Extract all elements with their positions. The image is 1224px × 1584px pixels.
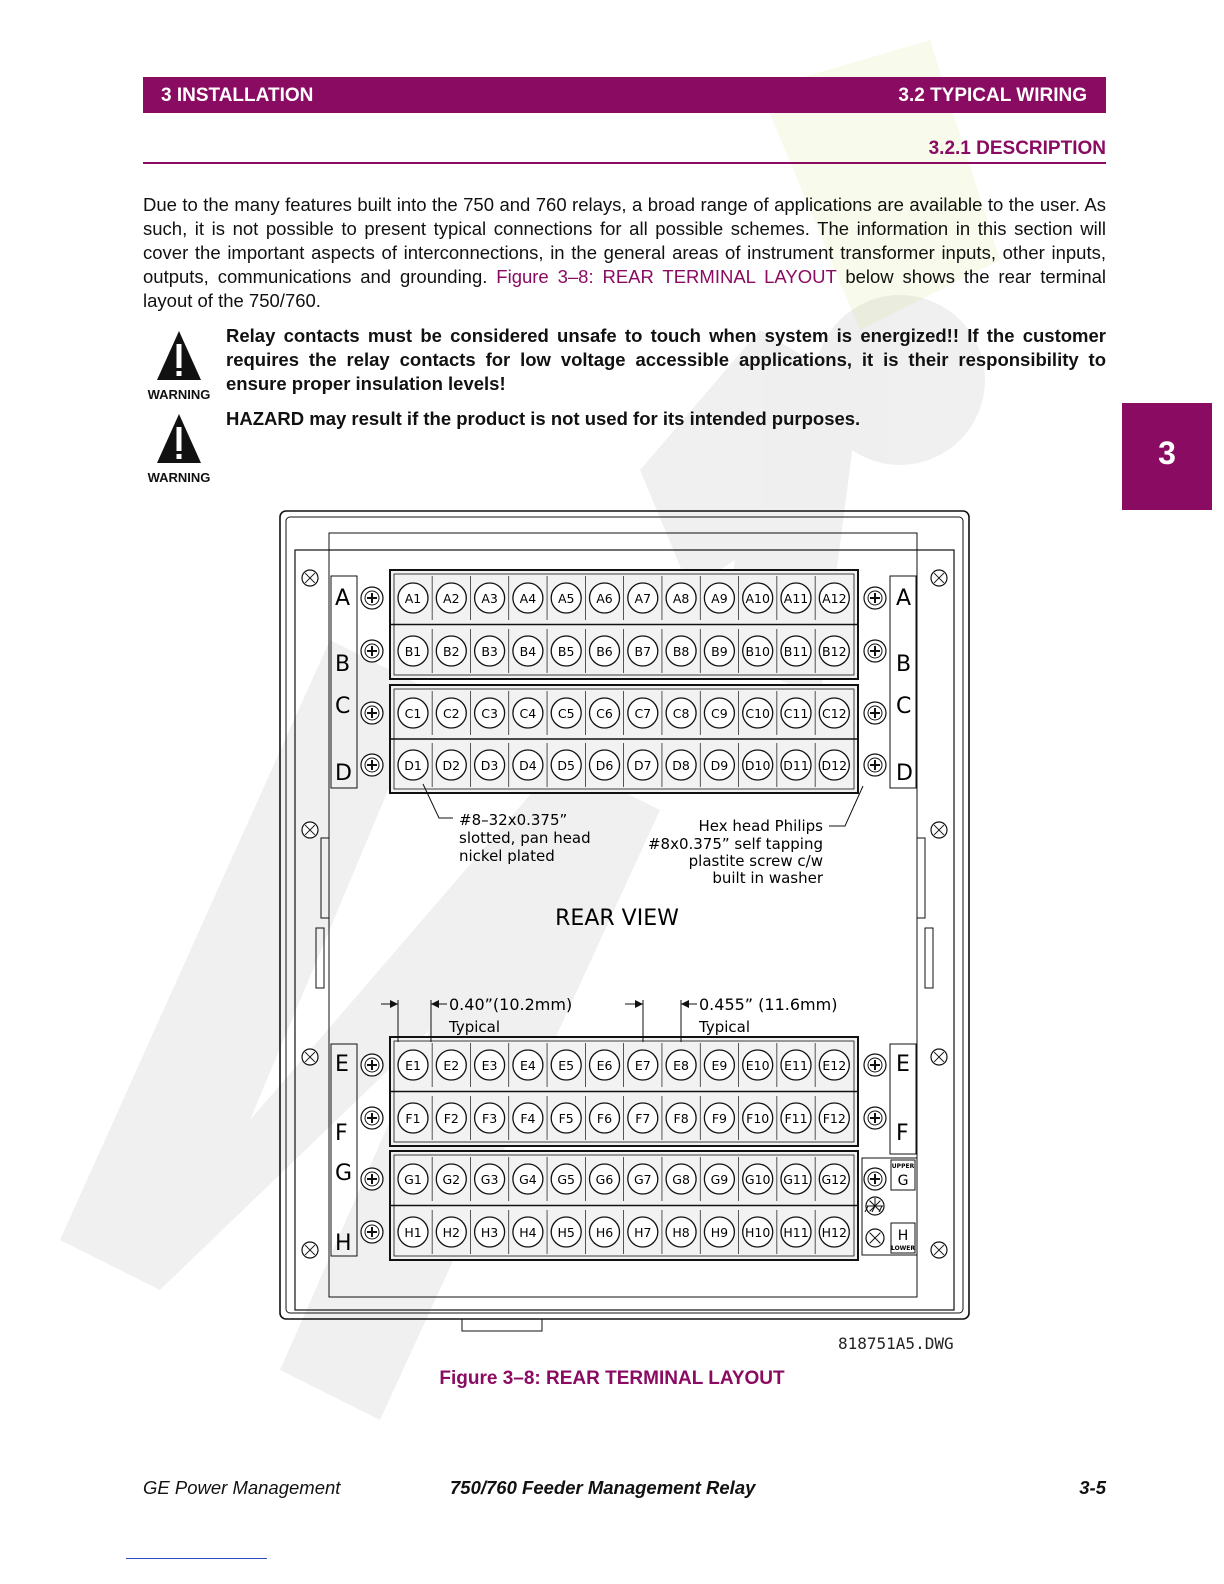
terminal-label-b4: B4 — [519, 644, 537, 659]
terminal-label-e10: E10 — [745, 1058, 770, 1073]
terminal-label-g5: G5 — [557, 1172, 576, 1187]
terminal-label-c9: C9 — [711, 706, 728, 721]
rear-terminal-diagram — [277, 508, 972, 1333]
annotation-left-line1: #8–32x0.375” — [459, 811, 568, 829]
dim-right-label: 0.455” (11.6mm) — [699, 995, 838, 1014]
terminal-label-h10: H10 — [745, 1225, 771, 1240]
terminal-label-d3: D3 — [480, 758, 499, 773]
terminal-label-c5: C5 — [557, 706, 575, 721]
case-bottom-tab — [462, 1319, 542, 1331]
row-letter-g-left: G — [335, 1161, 353, 1186]
row-letter-d-right: D — [896, 761, 913, 786]
terminal-label-c11: C11 — [783, 706, 809, 721]
warning-label: WARNING — [147, 387, 211, 402]
view-label: REAR VIEW — [555, 906, 679, 931]
subsection-title: 3.2.1 DESCRIPTION — [928, 138, 1106, 159]
warning-triangle-icon — [155, 330, 203, 382]
terminal-label-e12: E12 — [822, 1058, 847, 1073]
row-letter-b-right: B — [896, 652, 912, 677]
warning-block-1 — [139, 330, 219, 402]
terminal-label-c6: C6 — [596, 706, 613, 721]
terminal-label-f2: F2 — [443, 1111, 459, 1126]
terminal-label-a3: A3 — [481, 591, 498, 606]
annotation-right-line2: #8x0.375” self tapping — [647, 835, 823, 853]
terminal-label-b9: B9 — [711, 644, 728, 659]
terminal-label-e9: E9 — [711, 1058, 728, 1073]
terminal-label-d4: D4 — [519, 758, 537, 773]
row-letter-b-left: B — [335, 652, 351, 677]
terminal-label-e2: E2 — [443, 1058, 460, 1073]
terminal-label-e6: E6 — [596, 1058, 613, 1073]
terminal-label-a10: A10 — [745, 591, 770, 606]
bottom-link-underline[interactable] — [126, 1558, 267, 1559]
chapter-tab[interactable]: 3 — [1122, 403, 1212, 510]
annotation-left-line2: slotted, pan head — [459, 829, 591, 847]
terminal-label-b8: B8 — [672, 644, 690, 659]
terminal-label-g11: G11 — [783, 1172, 809, 1187]
terminal-label-d7: D7 — [634, 758, 652, 773]
warning-text-1: Relay contacts must be considered unsafe to touch when system is energized!! If the customer requires the relay contacts for low voltage accessible applications, it is their responsibility to ensure proper insulation levels! — [226, 325, 1106, 394]
terminal-label-h12: H12 — [821, 1225, 847, 1240]
terminal-label-e7: E7 — [634, 1058, 651, 1073]
terminal-label-a2: A2 — [443, 591, 460, 606]
terminal-label-h7: H7 — [634, 1225, 652, 1240]
warning-triangle-icon — [155, 413, 203, 465]
annotation-right-line1: Hex head Philips — [698, 817, 823, 835]
terminal-label-d8: D8 — [672, 758, 690, 773]
ground-lower-letter: H — [897, 1228, 909, 1244]
terminal-label-h1: H1 — [404, 1225, 422, 1240]
terminal-label-f3: F3 — [482, 1111, 498, 1126]
terminal-label-b10: B10 — [745, 644, 770, 659]
dim-left-arrowhead-a — [390, 1000, 398, 1008]
header-section: 3.2 TYPICAL WIRING — [898, 85, 1087, 106]
footer-title: 750/760 Feeder Management Relay — [450, 1477, 756, 1498]
annotation-right-line4: built in washer — [712, 869, 823, 887]
annotation-left-line3: nickel plated — [459, 847, 555, 865]
terminal-label-e4: E4 — [519, 1058, 536, 1073]
terminal-label-h6: H6 — [595, 1225, 614, 1240]
terminal-label-e1: E1 — [405, 1058, 421, 1073]
warning-label: WARNING — [147, 470, 211, 485]
terminal-label-c8: C8 — [672, 706, 690, 721]
terminal-label-c4: C4 — [519, 706, 537, 721]
figure-caption: Figure 3–8: REAR TERMINAL LAYOUT — [439, 1368, 785, 1389]
terminal-label-h9: H9 — [710, 1225, 729, 1240]
header-bar — [143, 77, 1106, 113]
terminal-label-h8: H8 — [672, 1225, 690, 1240]
terminal-label-g10: G10 — [744, 1172, 771, 1187]
terminal-label-f1: F1 — [405, 1111, 421, 1126]
terminal-label-a6: A6 — [596, 591, 613, 606]
terminal-label-g3: G3 — [480, 1172, 499, 1187]
section-divider — [143, 162, 1106, 164]
dim-left-label: 0.40”(10.2mm) — [449, 995, 573, 1014]
terminal-label-g7: G7 — [633, 1172, 652, 1187]
case-left-hinge — [321, 838, 329, 918]
row-letter-e-left: E — [335, 1052, 349, 1077]
terminal-label-c1: C1 — [404, 706, 422, 721]
terminal-label-b7: B7 — [634, 644, 652, 659]
terminal-label-b11: B11 — [783, 644, 809, 659]
terminal-label-h2: H2 — [442, 1225, 460, 1240]
dim-left-sub: Typical — [449, 1018, 500, 1036]
terminal-label-f12: F12 — [822, 1111, 846, 1126]
terminal-label-d12: D12 — [821, 758, 848, 773]
terminal-label-b2: B2 — [443, 644, 460, 659]
terminal-label-d10: D10 — [744, 758, 771, 773]
terminal-label-c7: C7 — [634, 706, 652, 721]
figure-link[interactable]: Figure 3–8: REAR TERMINAL LAYOUT — [496, 266, 837, 287]
dim-left-arrowhead-b — [431, 1000, 439, 1008]
warning-block-2 — [139, 413, 219, 485]
terminal-label-f10: F10 — [746, 1111, 770, 1126]
terminal-label-g9: G9 — [710, 1172, 729, 1187]
row-letter-e-right: E — [896, 1052, 910, 1077]
terminal-label-g8: G8 — [672, 1172, 690, 1187]
dim-right-arrowhead-a — [635, 1000, 643, 1008]
terminal-label-e3: E3 — [481, 1058, 498, 1073]
terminal-label-a11: A11 — [783, 591, 809, 606]
row-letter-a-right: A — [896, 586, 912, 611]
terminal-label-e11: E11 — [784, 1058, 808, 1073]
terminal-label-f7: F7 — [635, 1111, 651, 1126]
terminal-label-d1: D1 — [404, 758, 422, 773]
terminal-label-f6: F6 — [596, 1111, 613, 1126]
row-letter-d-left: D — [335, 761, 352, 786]
terminal-label-f9: F9 — [711, 1111, 727, 1126]
terminal-label-h5: H5 — [557, 1225, 575, 1240]
row-letter-f-left: F — [335, 1121, 348, 1146]
terminal-label-b1: B1 — [404, 644, 422, 659]
ground-upper-label: UPPER — [891, 1163, 915, 1170]
terminal-label-d11: D11 — [783, 758, 809, 773]
terminal-label-d5: D5 — [557, 758, 575, 773]
header-chapter: 3 INSTALLATION — [161, 85, 314, 106]
drawing-id: 818751A5.DWG — [838, 1334, 954, 1353]
paragraph-text: Due to the many features built into the 750 and 760 relays, a broad range of applications are available to the user. As such, it is not possible to present typical connections for all possible schemes. The information in this section will cover the important aspects of interconnections, in the general areas of instrument transformer inputs, other inputs, outputs, communications and grounding. — [143, 194, 1106, 287]
row-letter-f-right: F — [896, 1121, 909, 1146]
footer-company: GE Power Management — [143, 1477, 341, 1498]
terminal-label-c10: C10 — [745, 706, 771, 721]
terminal-label-b5: B5 — [557, 644, 575, 659]
terminal-label-h11: H11 — [783, 1225, 809, 1240]
footer-page-number: 3-5 — [1079, 1477, 1106, 1498]
terminal-label-a4: A4 — [519, 591, 537, 606]
terminal-label-b6: B6 — [596, 644, 613, 659]
terminal-label-b12: B12 — [822, 644, 847, 659]
terminal-label-a9: A9 — [711, 591, 728, 606]
warning-text-2: HAZARD may result if the product is not used for its intended purposes. — [226, 408, 861, 429]
terminal-label-a5: A5 — [557, 591, 575, 606]
dim-right-sub: Typical — [699, 1018, 750, 1036]
row-letter-a-left: A — [335, 586, 351, 611]
terminal-label-f4: F4 — [520, 1111, 536, 1126]
terminal-label-f8: F8 — [673, 1111, 689, 1126]
dim-right-arrowhead-b — [681, 1000, 689, 1008]
body-paragraph — [143, 193, 1106, 313]
row-letter-c-right: C — [896, 694, 912, 719]
case-right-hinge — [917, 838, 925, 918]
ground-lower-label: LOWER — [890, 1245, 916, 1252]
terminal-label-g1: G1 — [404, 1172, 422, 1187]
terminal-label-h4: H4 — [519, 1225, 537, 1240]
terminal-label-g4: G4 — [519, 1172, 537, 1187]
paragraph-text-end: below shows the rear terminal layout of the 750/760. — [143, 266, 1107, 311]
ground-upper-letter: G — [897, 1173, 909, 1189]
terminal-label-e8: E8 — [673, 1058, 690, 1073]
terminal-label-d2: D2 — [442, 758, 461, 773]
terminal-label-c2: C2 — [442, 706, 460, 721]
terminal-label-h3: H3 — [480, 1225, 499, 1240]
terminal-label-e5: E5 — [558, 1058, 575, 1073]
terminal-label-c12: C12 — [821, 706, 847, 721]
terminal-label-g12: G12 — [821, 1172, 848, 1187]
terminal-label-b3: B3 — [481, 644, 498, 659]
row-letter-h-left: H — [335, 1231, 352, 1256]
terminal-label-f11: F11 — [784, 1111, 808, 1126]
terminal-label-a12: A12 — [822, 591, 847, 606]
terminal-label-a1: A1 — [404, 591, 422, 606]
case-right-latch — [925, 928, 933, 988]
terminal-label-g2: G2 — [442, 1172, 461, 1187]
annotation-right-line3: plastite screw c/w — [688, 852, 823, 870]
terminal-label-d6: D6 — [595, 758, 614, 773]
terminal-label-a7: A7 — [634, 591, 652, 606]
case-left-latch — [316, 928, 324, 988]
terminal-label-f5: F5 — [558, 1111, 574, 1126]
terminal-label-a8: A8 — [672, 591, 690, 606]
terminal-label-g6: G6 — [595, 1172, 614, 1187]
row-letter-c-left: C — [335, 694, 351, 719]
terminal-label-d9: D9 — [710, 758, 729, 773]
terminal-label-c3: C3 — [481, 706, 498, 721]
